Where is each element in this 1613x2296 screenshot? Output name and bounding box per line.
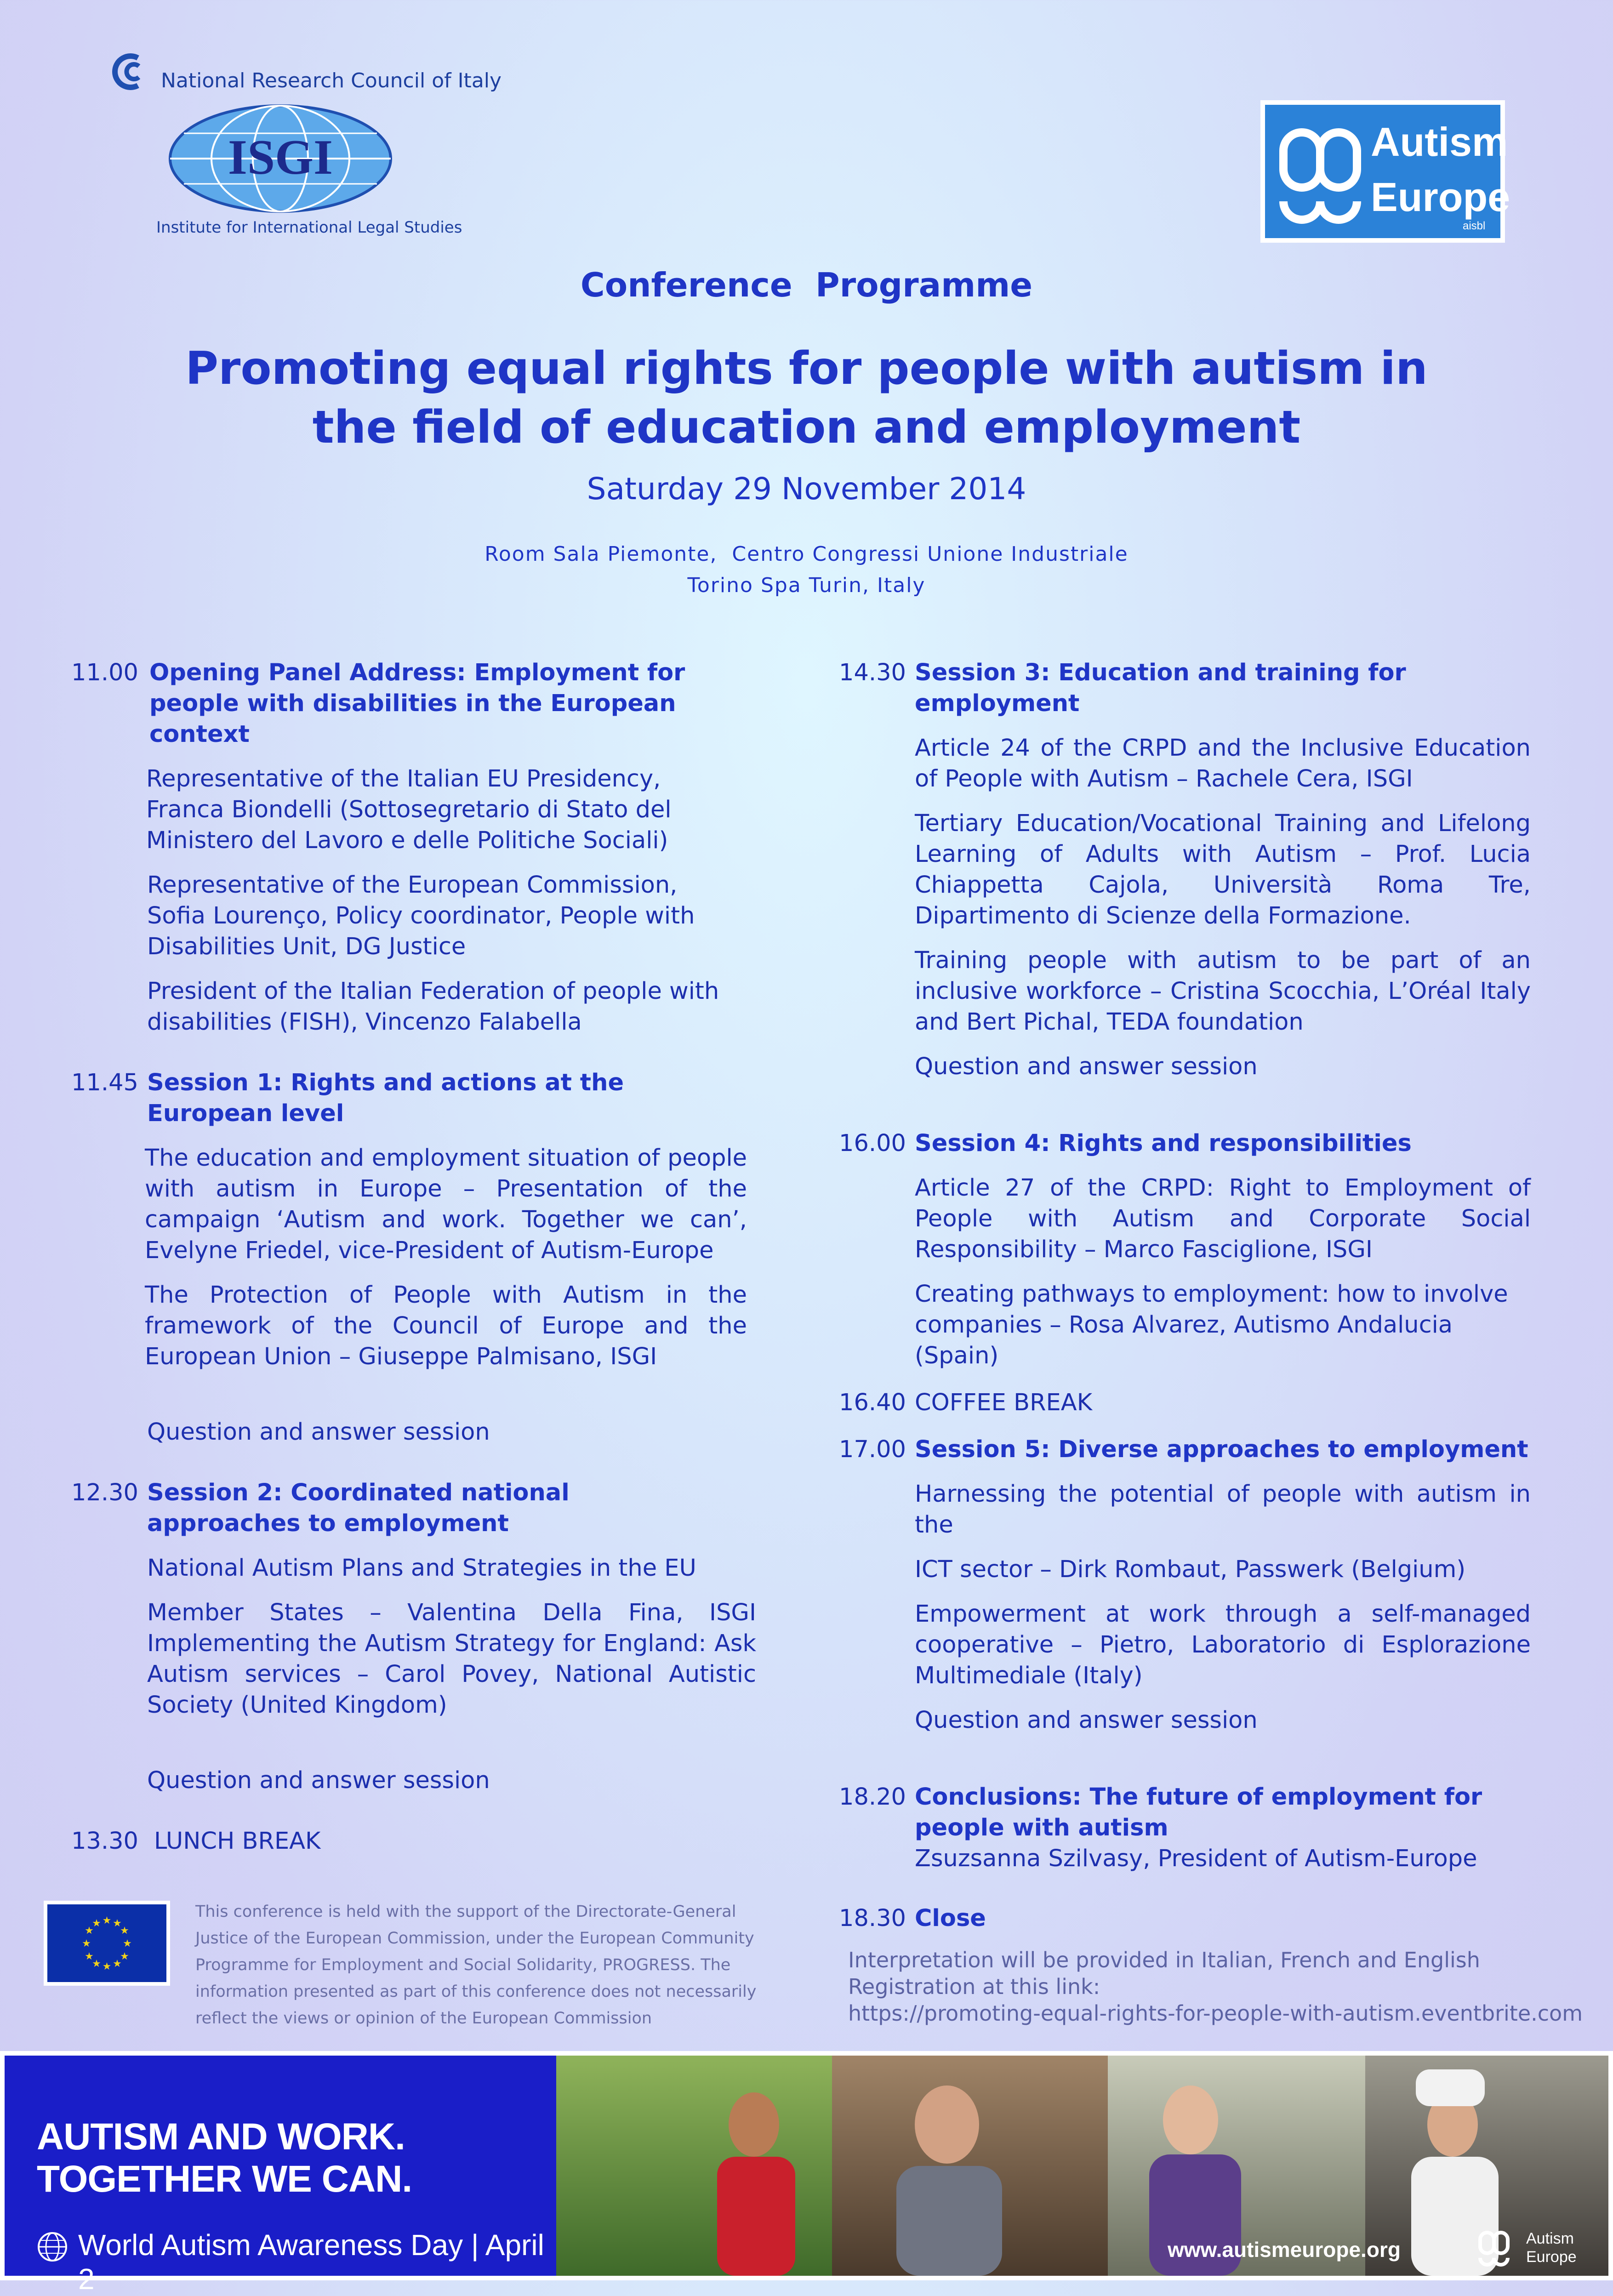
practical-info bbox=[848, 1947, 1584, 2027]
programme-slot bbox=[71, 1067, 756, 1447]
slot-title: Conclusions: The future of employment for people with autism bbox=[915, 1783, 1482, 1841]
slot-time: 12.30 bbox=[71, 1479, 139, 1506]
slot-time: 11.00 bbox=[71, 659, 139, 686]
svg-text:ISGI: ISGI bbox=[228, 130, 333, 185]
svg-text:★: ★ bbox=[120, 1951, 129, 1962]
venue bbox=[0, 539, 1613, 601]
svg-text:★: ★ bbox=[85, 1951, 94, 1962]
banner-logo-line2: Europe bbox=[1526, 2248, 1577, 2266]
qa-session: Question and answer session bbox=[915, 1053, 1258, 1080]
isgi-globe-icon bbox=[165, 101, 395, 216]
registration-link[interactable]: https://promoting-equal-rights-for-people-with-autism.eventbrite.com bbox=[848, 2001, 1583, 2026]
programme-left-column bbox=[71, 657, 756, 1870]
programme-slot bbox=[839, 1782, 1533, 1874]
cnr-name: National Research Council of Italy bbox=[161, 69, 502, 92]
slot-time: 16.00 bbox=[839, 1130, 906, 1157]
banner-logo-line1: Autism bbox=[1526, 2230, 1574, 2247]
qa-session: Question and answer session bbox=[147, 1419, 490, 1446]
programme-slot bbox=[71, 1477, 756, 1796]
slot-item: President of the Italian Federation of people with disabilities (FISH), Vincenzo Falabella bbox=[147, 978, 719, 1036]
conference-date: Saturday 29 November 2014 bbox=[587, 471, 1026, 507]
programme-slot bbox=[839, 1387, 1533, 1418]
registration-label: Registration at this link: bbox=[848, 1974, 1100, 1999]
slot-item: ICT sector – Dirk Rombaut, Passwerk (Belgium) bbox=[915, 1556, 1466, 1583]
programme-slot bbox=[839, 1903, 1533, 1934]
slot-item: The Protection of People with Autism in the framework of the Council of Europe and the European Union – Giuseppe Palmisano, ISGI bbox=[145, 1282, 747, 1370]
slot-item: National Autism Plans and Strategies in the EU bbox=[147, 1555, 696, 1582]
svg-text:★: ★ bbox=[82, 1938, 91, 1949]
coffee-break: COFFEE BREAK bbox=[915, 1389, 1093, 1416]
qa-session: Question and answer session bbox=[915, 1707, 1258, 1734]
slot-item: Member States – Valentina Della Fina, ISGI Implementing the Autism Strategy for England: Ask Autism services – Carol Povey, National Autistic Society (United Kingdom) bbox=[147, 1599, 756, 1719]
svg-text:★: ★ bbox=[113, 1958, 122, 1970]
slot-item: Representative of the European Commission, Sofia Lourenço, Policy coordinator, People with Disabilities Unit, DG Justice bbox=[147, 872, 695, 960]
slot-title: Opening Panel Address: Employment for people with disabilities in the European context bbox=[149, 659, 685, 748]
cnr-logo-icon bbox=[106, 53, 152, 90]
conference-title bbox=[138, 339, 1475, 457]
slot-time: 13.30 bbox=[71, 1828, 139, 1855]
eu-flag bbox=[44, 1901, 170, 1986]
interpretation-note: Interpretation will be provided in Italian, French and English bbox=[848, 1948, 1480, 1972]
slot-title: Session 3: Education and training for employment bbox=[915, 659, 1406, 717]
slot-time: 14.30 bbox=[839, 659, 906, 686]
banner-line2: TOGETHER WE CAN. bbox=[37, 2158, 412, 2200]
slot-time: 18.20 bbox=[839, 1783, 906, 1811]
slot-title: Session 5: Diverse approaches to employment bbox=[915, 1436, 1528, 1463]
eu-flag-icon bbox=[47, 1904, 166, 1982]
svg-text:★: ★ bbox=[92, 1958, 101, 1970]
banner-line1: AUTISM AND WORK. bbox=[37, 2116, 405, 2158]
slot-item: Training people with autism to be part of an inclusive workforce – Cristina Scocchia, L’Oréal Italy and Bert Pichal, TEDA foundation bbox=[915, 947, 1531, 1036]
programme-slot bbox=[839, 1434, 1533, 1736]
svg-text:★: ★ bbox=[102, 1961, 112, 1972]
svg-text:★: ★ bbox=[120, 1925, 129, 1937]
programme-slot bbox=[71, 1826, 756, 1857]
banner-text-panel bbox=[5, 2056, 556, 2296]
slot-title: Session 1: Rights and actions at the European level bbox=[147, 1069, 624, 1127]
slot-item: Creating pathways to employment: how to involve companies – Rosa Alvarez, Autismo Andalucia (Spain) bbox=[915, 1281, 1508, 1369]
venue-line1: Room Sala Piemonte, Centro Congressi Unione Industriale bbox=[484, 542, 1129, 566]
svg-text:★: ★ bbox=[113, 1918, 122, 1929]
ae-logo-line1: Autism bbox=[1371, 119, 1508, 165]
conference-title-text: Promoting equal rights for people with autism in the field of education and employment bbox=[185, 342, 1428, 454]
banner-url[interactable]: www.autismeurope.org bbox=[1168, 2238, 1401, 2262]
campaign-banner bbox=[0, 2051, 1613, 2296]
slot-title: Session 4: Rights and responsibilities bbox=[915, 1130, 1412, 1157]
ae-logo-suffix: aisbl bbox=[1463, 220, 1486, 232]
svg-text:★: ★ bbox=[92, 1918, 101, 1929]
programme-right-column bbox=[839, 657, 1533, 1948]
banner-logo-text bbox=[1526, 2229, 1577, 2266]
slot-time: 16.40 bbox=[839, 1389, 906, 1416]
globe-icon bbox=[37, 2231, 68, 2262]
svg-text:★: ★ bbox=[123, 1938, 132, 1949]
slot-item: Empowerment at work through a self-managed cooperative – Pietro, Laboratorio di Esplorazione Multimediale (Italy) bbox=[915, 1601, 1531, 1689]
slot-item: The education and employment situation of people with autism in Europe – Presentation of the campaign ‘Autism and work. Together we can’, Evelyne Friedel, vice-President of Autism-Europe bbox=[145, 1145, 747, 1264]
slot-item: Tertiary Education/Vocational Training and Lifelong Learning of Adults with Autism – Prof. Lucia Chiappetta Cajola, Università Roma Tre, Dipartimento di Scienze della Formazione. bbox=[915, 810, 1531, 929]
svg-text:★: ★ bbox=[102, 1915, 112, 1926]
slot-title: Session 2: Coordinated national approaches to employment bbox=[147, 1479, 570, 1537]
awareness-day: World Autism Awareness Day | April 2 bbox=[78, 2228, 544, 2296]
isgi-subtitle: Institute for International Legal Studies bbox=[156, 218, 462, 237]
venue-line2: Torino Spa Turin, Italy bbox=[687, 574, 926, 597]
programme-label: Conference Programme bbox=[580, 266, 1033, 304]
ae-logo-line2: Europe bbox=[1371, 174, 1510, 220]
support-note: This conference is held with the support of the Directorate-General Justice of the European Commission, under the European Community Programme for Employment and Social Solidarity, PROGRESS. The information presented as part of this conference does not necessarily reflect the views or opinion of the European Commission bbox=[195, 1903, 757, 2028]
lunch-break: LUNCH BREAK bbox=[154, 1828, 321, 1855]
autism-europe-logo-icon bbox=[1274, 123, 1366, 224]
slot-item: Harnessing the potential of people with autism in the bbox=[915, 1481, 1531, 1538]
programme-slot bbox=[839, 657, 1533, 1082]
slot-item: Article 24 of the CRPD and the Inclusive Education of People with Autism – Rachele Cera, ISGI bbox=[915, 735, 1531, 792]
svg-text:★: ★ bbox=[85, 1925, 94, 1937]
banner-photos bbox=[556, 2056, 1608, 2276]
slot-time: 17.00 bbox=[839, 1436, 906, 1463]
programme-slot bbox=[839, 1128, 1533, 1371]
slot-title: Close bbox=[915, 1905, 986, 1932]
cnr-isgi-logo bbox=[106, 51, 502, 244]
qa-session: Question and answer session bbox=[147, 1767, 490, 1794]
slot-item: Article 27 of the CRPD: Right to Employment of People with Autism and Corporate Social Responsibility – Marco Fasciglione, ISGI bbox=[915, 1174, 1531, 1263]
slot-speaker: Zsuzsanna Szilvasy, President of Autism-Europe bbox=[915, 1845, 1477, 1872]
slot-time: 18.30 bbox=[839, 1905, 906, 1932]
slot-time: 11.45 bbox=[71, 1069, 139, 1096]
slot-item: Representative of the Italian EU Presidency, Franca Biondelli (Sottosegretario di Stato del Ministero del Lavoro e delle Politiche Sociali) bbox=[146, 765, 672, 854]
programme-slot bbox=[71, 657, 756, 1037]
autism-europe-logo bbox=[1260, 100, 1510, 243]
